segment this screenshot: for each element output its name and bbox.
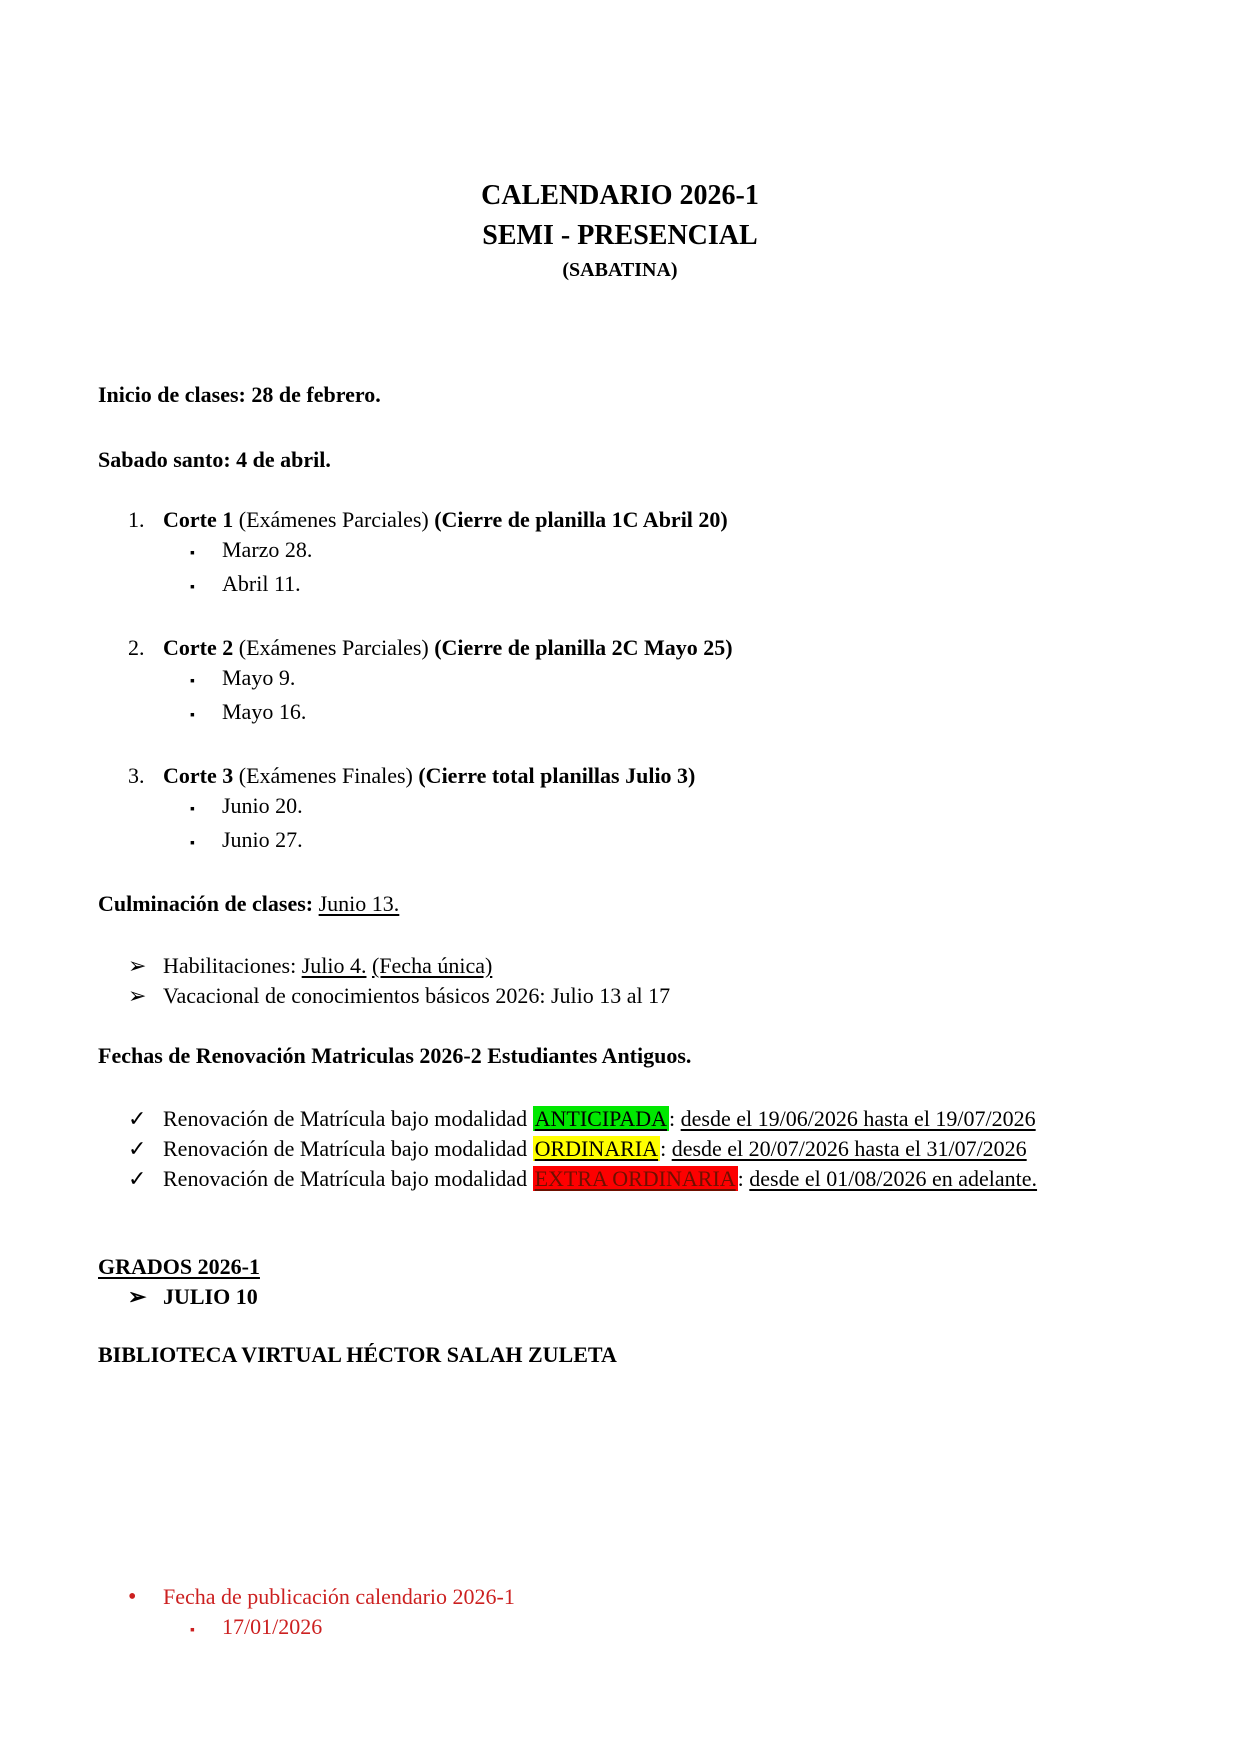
corte-1-name: Corte 1 xyxy=(163,507,234,532)
square-bullet-icon: ▪ xyxy=(190,1623,195,1638)
renovacion-sep: : xyxy=(669,1106,681,1131)
culminacion-label: Culminación de clases xyxy=(98,891,306,916)
biblioteca-heading: BIBLIOTECA VIRTUAL HÉCTOR SALAH ZULETA xyxy=(98,1342,617,1367)
corte-1-date-1-text: Marzo 28. xyxy=(222,537,313,562)
corte-2-cierre: (Cierre de planilla 2C Mayo 25) xyxy=(434,635,733,660)
modalidad-ordinaria-badge: ORDINARIA xyxy=(534,1136,659,1161)
corte-1-cierre: (Cierre de planilla 1C Abril 20) xyxy=(434,507,728,532)
document-body xyxy=(0,176,1240,1646)
corte-2-date-1-text: Mayo 9. xyxy=(222,665,296,690)
paragraph-sabado-santo: Sabado santo: 4 de abril. xyxy=(98,447,331,472)
corte-1-date-2-text: Abril 11. xyxy=(222,571,301,596)
title-line-2: SEMI - PRESENCIAL xyxy=(482,220,758,251)
corte-3-date-1 xyxy=(98,791,1142,825)
arrow-bullet-icon: ➢ xyxy=(128,1284,147,1309)
dot-bullet-icon: • xyxy=(128,1584,137,1610)
habilitaciones-label: Habilitaciones: xyxy=(163,953,302,978)
arrow-bullet-icon: ➢ xyxy=(128,983,147,1008)
check-bullet-icon: ✓ xyxy=(128,1166,147,1191)
corte-2-mid: (Exámenes Parciales) xyxy=(233,635,435,660)
renovacion-anticipada-dates: desde el 19/06/2026 hasta el 19/07/2026 xyxy=(680,1106,1036,1131)
corte-1-date-1 xyxy=(98,535,1142,569)
grados-heading-text: GRADOS 2026-1 xyxy=(98,1254,260,1279)
square-bullet-icon: ▪ xyxy=(190,802,195,817)
square-bullet-icon: ▪ xyxy=(190,546,195,561)
modalidad-extraordinaria-badge: EXTRA ORDINARIA xyxy=(534,1166,736,1191)
corte-2-date-2-text: Mayo 16. xyxy=(222,699,307,724)
corte-2-name: Corte 2 xyxy=(163,635,234,660)
list-number: 1. xyxy=(128,507,145,532)
vacacional-text: Vacacional de conocimientos básicos 2026: Julio 13 al 17 xyxy=(163,983,671,1008)
culminacion-date: Junio 13. xyxy=(318,891,400,916)
culminacion-sep: : xyxy=(305,891,319,916)
publicacion-label: Fecha de publicación calendario 2026-1 xyxy=(163,1584,515,1609)
title-line-1: CALENDARIO 2026-1 xyxy=(481,180,759,211)
paragraph-culminacion xyxy=(98,889,1142,919)
check-bullet-icon: ✓ xyxy=(128,1136,147,1161)
square-bullet-icon: ▪ xyxy=(190,580,195,595)
renovacion-prefix: Renovación de Matrícula bajo modalidad xyxy=(163,1106,533,1131)
corte-2-date-2 xyxy=(98,697,1142,731)
renovacion-prefix: Renovación de Matrícula bajo modalidad xyxy=(163,1136,533,1161)
arrow-item-vacacional xyxy=(98,981,1142,1011)
document-title-block xyxy=(98,176,1142,284)
renovacion-extraordinaria-dates: desde el 01/08/2026 en adelante. xyxy=(749,1166,1038,1191)
corte-3-heading xyxy=(98,761,1142,791)
corte-2-date-1 xyxy=(98,663,1142,697)
corte-3-date-2-text: Junio 27. xyxy=(222,827,303,852)
arrow-bullet-icon: ➢ xyxy=(128,953,147,978)
grados-item-julio xyxy=(98,1282,1142,1312)
renovacion-item-ordinaria xyxy=(98,1134,1142,1164)
list-number: 3. xyxy=(128,763,145,788)
corte-3-name: Corte 3 xyxy=(163,763,234,788)
grados-heading xyxy=(98,1252,1142,1282)
publicacion-date: 17/01/2026 xyxy=(222,1614,323,1639)
renovacion-sep: : xyxy=(737,1166,750,1191)
renovacion-item-extraordinaria xyxy=(98,1164,1142,1194)
grados-julio-text: JULIO 10 xyxy=(163,1284,258,1309)
renovacion-sep: : xyxy=(660,1136,672,1161)
renovacion-item-anticipada xyxy=(98,1104,1142,1134)
renovacion-prefix: Renovación de Matrícula bajo modalidad xyxy=(163,1166,533,1191)
corte-2-heading xyxy=(98,633,1142,663)
corte-1-mid: (Exámenes Parciales) xyxy=(233,507,435,532)
modalidad-anticipada-badge: ANTICIPADA xyxy=(534,1106,668,1131)
publicacion-date-item xyxy=(98,1612,1142,1646)
paragraph-inicio-clases: Inicio de clases: 28 de febrero. xyxy=(98,382,381,407)
check-bullet-icon: ✓ xyxy=(128,1106,147,1131)
publicacion-item xyxy=(98,1582,1142,1612)
corte-1-date-2 xyxy=(98,569,1142,603)
habilitaciones-date: Julio 4. xyxy=(301,953,367,978)
title-line-3: (SABATINA) xyxy=(562,259,678,281)
habilitaciones-fecha-unica: (Fecha única) xyxy=(371,953,493,978)
list-number: 2. xyxy=(128,635,145,660)
square-bullet-icon: ▪ xyxy=(190,708,195,723)
corte-3-date-2 xyxy=(98,825,1142,859)
square-bullet-icon: ▪ xyxy=(190,674,195,689)
corte-1-heading xyxy=(98,505,1142,535)
corte-3-date-1-text: Junio 20. xyxy=(222,793,303,818)
corte-3-mid: (Exámenes Finales) xyxy=(233,763,419,788)
arrow-item-habilitaciones xyxy=(98,951,1142,981)
renovacion-heading: Fechas de Renovación Matriculas 2026-2 Estudiantes Antiguos. xyxy=(98,1043,692,1068)
square-bullet-icon: ▪ xyxy=(190,836,195,851)
corte-3-cierre: (Cierre total planillas Julio 3) xyxy=(418,763,696,788)
renovacion-ordinaria-dates: desde el 20/07/2026 hasta el 31/07/2026 xyxy=(671,1136,1027,1161)
